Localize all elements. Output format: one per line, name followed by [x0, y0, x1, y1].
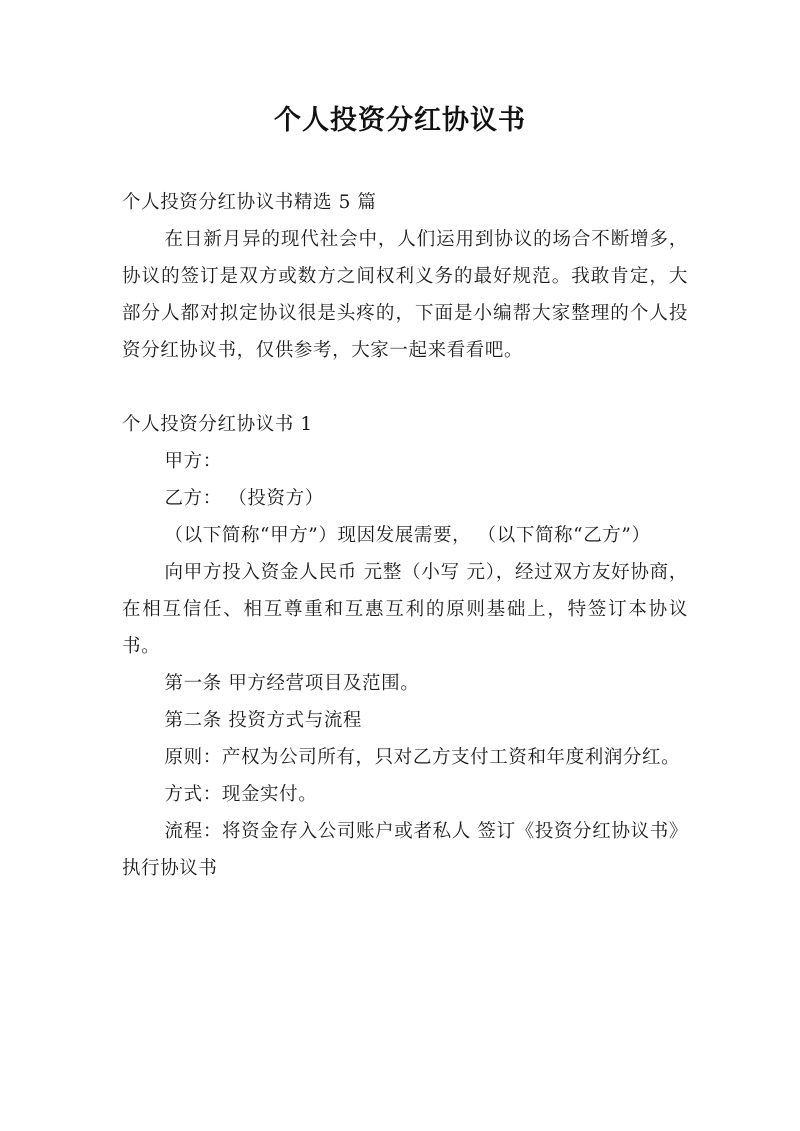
- document-body: [122, 184, 688, 887]
- article-1: 第一条 甲方经营项目及范围。: [164, 673, 420, 694]
- process-paragraph: 流程：将资金存入公司账户或者私人 签订《投资分红协议书》 执行协议书: [122, 821, 688, 879]
- investment-paragraph: 向甲方投入资金人民币 元整（小写 元），经过双方友好协商，在相互信任、相互尊重和互惠互利的原则基础上，特签订本协议书。: [122, 562, 688, 657]
- subtitle: 个人投资分红协议书精选 5 篇: [122, 192, 377, 213]
- reference-note: （以下简称“甲方”）现因发展需要， （以下简称“乙方”）: [164, 525, 651, 546]
- principle-paragraph: 原则：产权为公司所有，只对乙方支付工资和年度利润分红。: [164, 747, 681, 768]
- method-paragraph: 方式：现金实付。: [164, 784, 318, 805]
- party-a-line: 甲方：: [164, 451, 222, 472]
- intro-paragraph: 在日新月异的现代社会中，人们运用到协议的场合不断增多，协议的签订是双方或数方之间权利义务的最好规范。我敢肯定，大部分人都对拟定协议很是头疼的，下面是小编帮大家整理的个人投资分红协议书，仅供参考，大家一起来看看吧。: [122, 229, 688, 361]
- article-2: 第二条 投资方式与流程: [164, 710, 363, 731]
- paragraph-gap: [122, 369, 688, 406]
- party-b-line: 乙方： （投资方）: [164, 488, 324, 509]
- section-heading: 个人投资分红协议书 1: [122, 414, 313, 435]
- document-title: 个人投资分红协议书: [274, 105, 526, 136]
